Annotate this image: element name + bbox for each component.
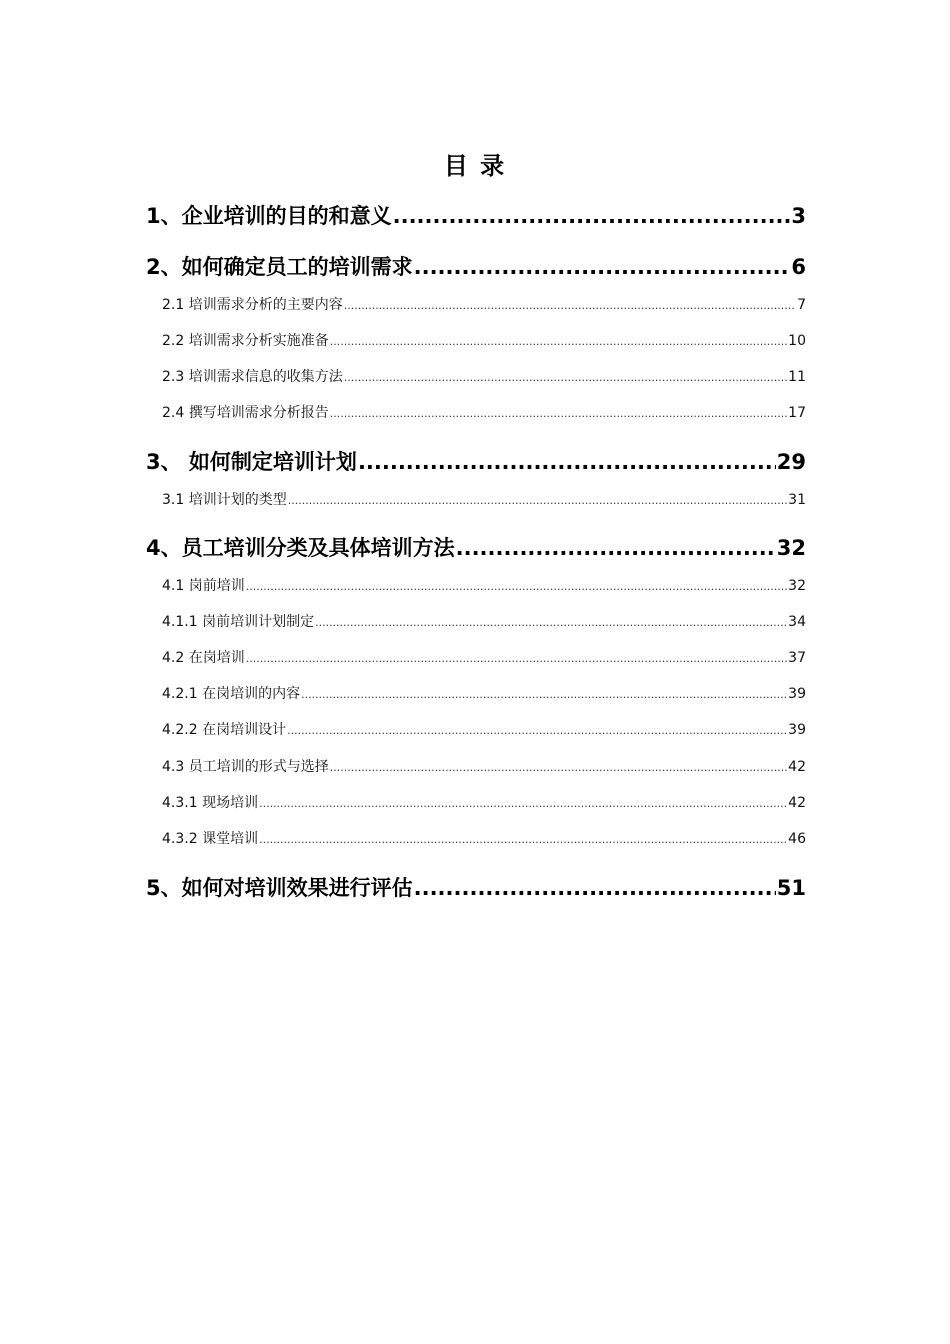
toc-entry-label: 4.3 员工培训的形式与选择 bbox=[162, 759, 329, 775]
toc-entry-page: 3 bbox=[791, 204, 806, 228]
dot-leader bbox=[330, 404, 787, 424]
toc-entry-2[interactable] bbox=[146, 253, 806, 281]
dot-leader bbox=[414, 253, 791, 281]
dot-leader bbox=[344, 368, 787, 388]
toc-entry-label: 2、如何确定员工的培训需求 bbox=[146, 255, 413, 279]
dot-leader bbox=[301, 685, 787, 705]
dot-leader bbox=[287, 721, 787, 741]
toc-entry-label: 2.1 培训需求分析的主要内容 bbox=[162, 297, 343, 313]
toc-title: 目 录 bbox=[443, 152, 507, 180]
toc-entry-page: 11 bbox=[788, 369, 806, 385]
toc-entry-5[interactable] bbox=[146, 874, 806, 902]
toc-entry-page: 39 bbox=[788, 722, 806, 738]
toc-entry-page: 37 bbox=[788, 650, 806, 666]
toc-entry-1[interactable] bbox=[146, 202, 806, 230]
toc-entry-label: 3、 如何制定培训计划 bbox=[146, 450, 357, 474]
dot-leader bbox=[414, 874, 776, 902]
toc-entry-label: 4.2.1 在岗培训的内容 bbox=[162, 686, 301, 702]
toc-entry-4-3-2[interactable] bbox=[162, 829, 806, 850]
toc-entry-page: 32 bbox=[788, 578, 806, 594]
toc-entry-3[interactable] bbox=[146, 448, 806, 476]
dot-leader bbox=[456, 534, 776, 562]
toc-entry-page: 29 bbox=[776, 450, 806, 474]
toc-entry-2-3[interactable] bbox=[162, 367, 806, 388]
toc-entry-3-1[interactable] bbox=[162, 490, 806, 511]
toc-entry-4-1[interactable] bbox=[162, 576, 806, 597]
dot-leader bbox=[315, 613, 787, 633]
toc-entry-4-3[interactable] bbox=[162, 757, 806, 778]
toc-entry-page: 34 bbox=[788, 614, 806, 630]
toc-entry-label: 2.3 培训需求信息的收集方法 bbox=[162, 369, 343, 385]
toc-entry-label: 1、企业培训的目的和意义 bbox=[146, 204, 392, 228]
dot-leader bbox=[246, 649, 787, 669]
toc-entry-label: 4.2 在岗培训 bbox=[162, 650, 245, 666]
toc-entry-label: 4.2.2 在岗培训设计 bbox=[162, 722, 287, 738]
toc-entry-page: 10 bbox=[788, 333, 806, 349]
toc-entry-4-1-1[interactable] bbox=[162, 612, 806, 633]
toc-entry-4-2[interactable] bbox=[162, 648, 806, 669]
toc-entry-page: 32 bbox=[776, 536, 806, 560]
dot-leader bbox=[330, 758, 787, 778]
toc-entry-label: 2.4 撰写培训需求分析报告 bbox=[162, 405, 329, 421]
toc-entry-4-2-1[interactable] bbox=[162, 684, 806, 705]
toc-entry-page: 17 bbox=[788, 405, 806, 421]
toc-entry-page: 42 bbox=[788, 795, 806, 811]
toc-entry-2-4[interactable] bbox=[162, 403, 806, 424]
toc-entry-2-2[interactable] bbox=[162, 331, 806, 352]
toc-entry-page: 7 bbox=[797, 297, 806, 313]
toc-entry-page: 6 bbox=[791, 255, 806, 279]
toc-entry-label: 4.1.1 岗前培训计划制定 bbox=[162, 614, 315, 630]
toc-entry-4-2-2[interactable] bbox=[162, 720, 806, 741]
toc-entry-label: 4.3.2 课堂培训 bbox=[162, 831, 259, 847]
toc-entry-label: 2.2 培训需求分析实施准备 bbox=[162, 333, 329, 349]
toc-entry-label: 5、如何对培训效果进行评估 bbox=[146, 876, 413, 900]
toc-entry-label: 4.3.1 现场培训 bbox=[162, 795, 259, 811]
toc-entry-page: 31 bbox=[788, 492, 806, 508]
toc-entry-4-3-1[interactable] bbox=[162, 793, 806, 814]
dot-leader bbox=[330, 332, 787, 352]
dot-leader bbox=[393, 202, 791, 230]
toc-entry-label: 3.1 培训计划的类型 bbox=[162, 492, 287, 508]
toc-entry-2-1[interactable] bbox=[162, 295, 806, 316]
toc-entry-label: 4、员工培训分类及具体培训方法 bbox=[146, 536, 455, 560]
dot-leader bbox=[288, 491, 787, 511]
dot-leader bbox=[259, 794, 787, 814]
toc-entry-label: 4.1 岗前培训 bbox=[162, 578, 245, 594]
toc-entry-page: 42 bbox=[788, 759, 806, 775]
dot-leader bbox=[358, 448, 776, 476]
dot-leader bbox=[259, 830, 787, 850]
dot-leader bbox=[246, 577, 787, 597]
toc-entry-page: 39 bbox=[788, 686, 806, 702]
toc-entry-page: 46 bbox=[788, 831, 806, 847]
dot-leader bbox=[344, 296, 796, 316]
toc-entry-page: 51 bbox=[776, 876, 806, 900]
toc-entry-4[interactable] bbox=[146, 534, 806, 562]
